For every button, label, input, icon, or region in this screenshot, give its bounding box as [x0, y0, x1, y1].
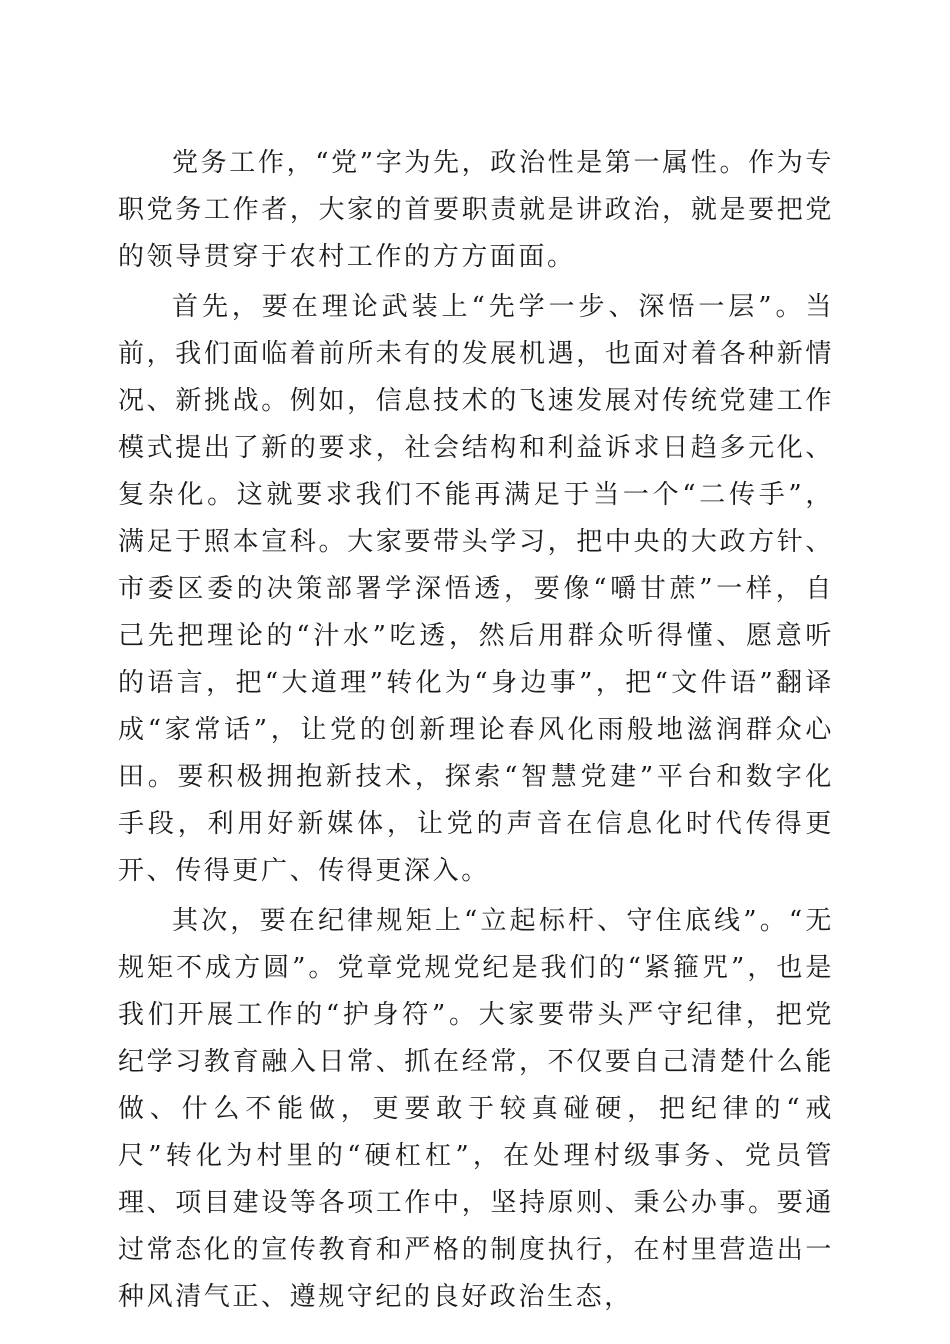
paragraph-intro: 党务工作，“党”字为先，政治性是第一属性。作为专职党务工作者，大家的首要职责就是讲政治，就是要把党的领导贯穿于农村工作的方方面面。: [118, 148, 834, 272]
paragraph-theory: 首先，要在理论武装上“先学一步、深悟一层”。当前，我们面临着前所未有的发展机遇，也面对着各种新情况、新挑战。例如，信息技术的飞速发展对传统党建工作模式提出了新的要求，社会结构和利益诉求日趋多元化、复杂化。这就要求我们不能再满足于当一个“二传手”，满足于照本宣科。大家要带头学习，把中央的大政方针、市委区委的决策部署学深悟透，要像“嚼甘蔗”一样，自己先把理论的“汁水”吃透，然后用群众听得懂、愿意听的语言，把“大道理”转化为“身边事”，把“文件语”翻译成“家常话”，让党的创新理论春风化雨般地滋润群众心田。要积极拥抱新技术，探索“智慧党建”平台和数字化手段，利用好新媒体，让党的声音在信息化时代传得更开、传得更广、传得更深入。: [118, 292, 834, 886]
paragraph-discipline: 其次，要在纪律规矩上“立起标杆、守住底线”。“无规矩不成方圆”。党章党规党纪是我们的“紧箍咒”，也是我们开展工作的“护身符”。大家要带头严守纪律，把党纪学习教育融入日常、抓在经常，不仅要自己清楚什么能做、什么不能做，更要敢于较真碰硬，把纪律的“戒尺”转化为村里的“硬杠杠”，在处理村级事务、党员管理、项目建设等各项工作中，坚持原则、秉公办事。要通过常态化的宣传教育和严格的制度执行，在村里营造出一种风清气正、遵规守纪的良好政治生态，: [118, 906, 834, 1312]
document-body: [118, 140, 834, 1324]
